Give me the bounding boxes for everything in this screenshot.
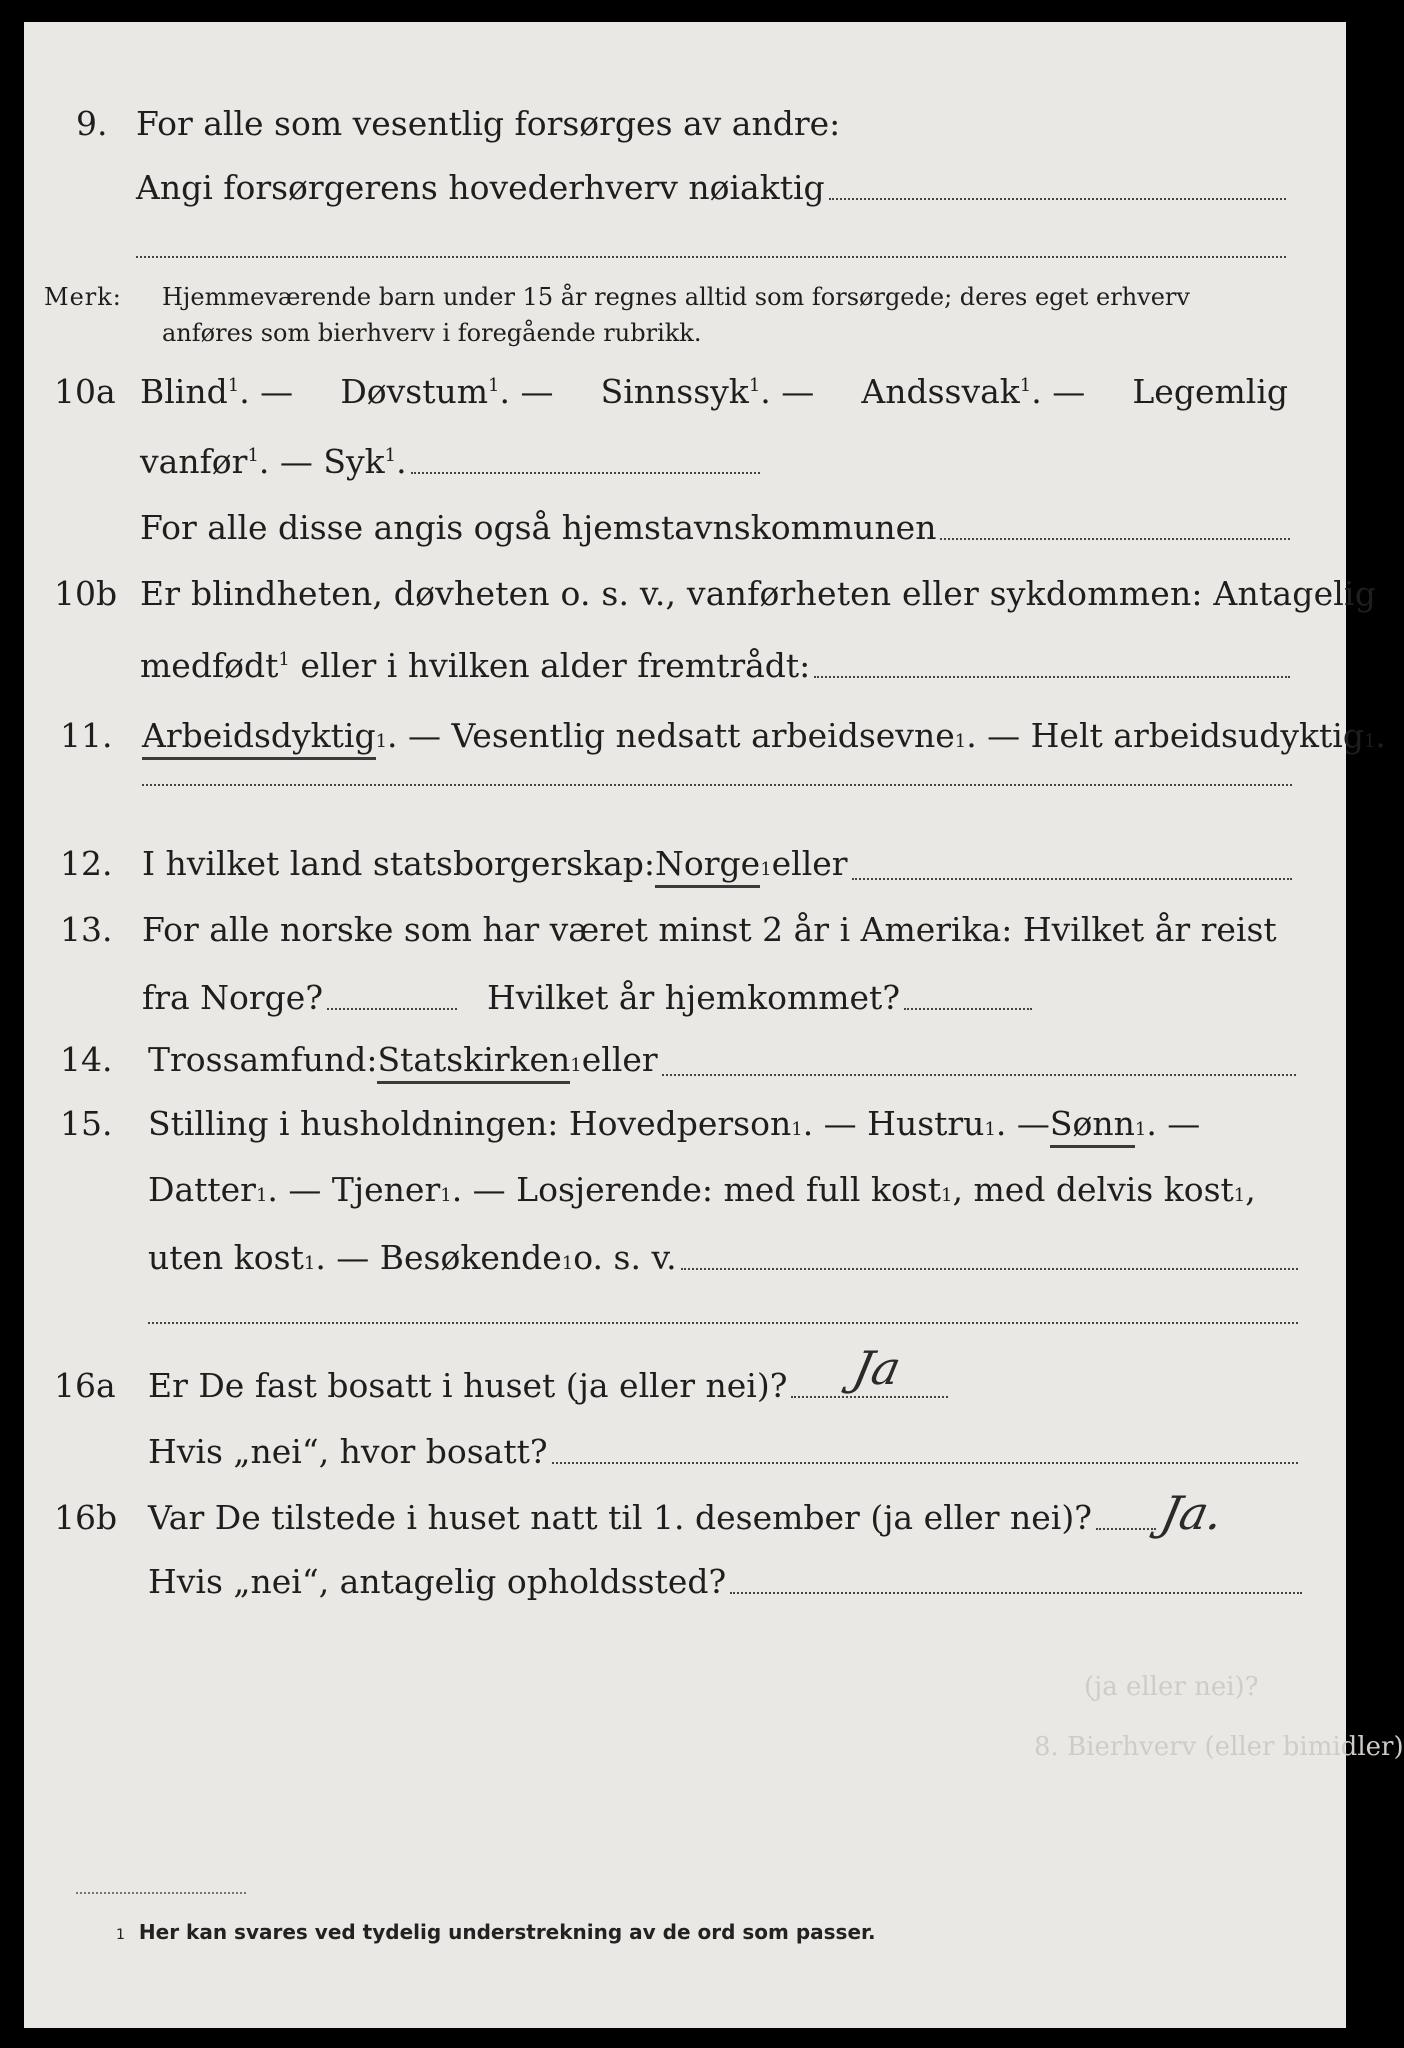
q14-statskirken[interactable]: Statskirken [377, 1040, 570, 1084]
q9-extra-line[interactable] [136, 256, 1286, 258]
q10a-dovstum: Døvstum$^1$. — [340, 372, 554, 411]
q13-text: For alle norske som har været minst 2 år i Amerika: Hvilket år reist [142, 910, 1277, 949]
q15-number: 15. [60, 1104, 113, 1143]
q12-answer-field[interactable] [852, 878, 1292, 880]
q11-extra-line[interactable] [142, 784, 1292, 786]
q16a-line2 [148, 1432, 1298, 1472]
footnote-text: Her kan svares ved tydelig understrekning av de ord som passer. [138, 1920, 876, 1944]
q10a-number: 10a [54, 372, 116, 411]
q16a-line1 [148, 1341, 948, 1406]
q14-label: Trossamfund: [148, 1040, 378, 1079]
q15-tjener: . — Tjener [267, 1170, 441, 1209]
q9-number: 9. [76, 104, 108, 143]
q11-line: Arbeidsdyktig 1 . — Vesentlig nedsatt arbeidsevne 1 . — Helt arbeidsudyktig 1 . [142, 716, 1386, 760]
q9-answer-field[interactable] [829, 198, 1286, 200]
q13-reist-label: fra Norge? [142, 978, 324, 1017]
q15-uten-kost: uten kost [148, 1238, 304, 1277]
q14-eller: eller [581, 1040, 658, 1079]
q11-nedsatt: . — Vesentlig nedsatt arbeidsevne [387, 716, 955, 755]
bleed-through-text: 8. Bierhverv (eller bimidler) [1034, 1732, 1404, 1762]
footnote [116, 1920, 876, 1944]
q16b-line1 [148, 1486, 1229, 1540]
q13-hjemkommet-label: Hvilket år hjemkommet? [487, 978, 901, 1017]
q16a-question: Er De fast bosatt i huset (ja eller nei)? [148, 1366, 788, 1405]
q14-number: 14. [60, 1040, 113, 1079]
q15-line3: uten kost 1 . — Besøkende 1 o. s. v. [148, 1238, 1298, 1278]
q11-arbeidsdyktig[interactable]: Arbeidsdyktig [142, 716, 376, 760]
q10b-answer-field[interactable] [814, 676, 1290, 678]
merk-label: Merk: [44, 283, 122, 311]
q10a-line2 [140, 442, 760, 482]
q10b-number: 10b [54, 574, 118, 613]
q16b-line2 [148, 1562, 1302, 1602]
q15-comma: , [1245, 1170, 1256, 1209]
q12-line: I hvilket land statsborgerskap: Norge 1 eller [142, 844, 1292, 888]
q15-delvis: , med delvis kost [952, 1170, 1234, 1209]
footnote-rule [76, 1892, 246, 1894]
q13-line2 [142, 978, 1032, 1018]
q15-losjerende: . — Losjerende: med full kost [451, 1170, 942, 1209]
q15-extra-line[interactable] [148, 1322, 1298, 1324]
q15-line2: Datter 1 . — Tjener 1 . — Losjerende: med full kost 1 , med delvis kost 1 , [148, 1170, 1256, 1209]
q10a-blind: Blind$^1$. — [140, 372, 294, 411]
q15-line1: Stilling i husholdningen: Hovedperson 1 . — Hustru 1 . — Sønn 1 . — [148, 1104, 1200, 1148]
q11-udyktig: . — Helt arbeidsudyktig [966, 716, 1364, 755]
q14-line: Trossamfund: Statskirken 1 eller [148, 1040, 1296, 1084]
q10b-line1 [140, 574, 1377, 614]
q15-sonn[interactable]: Sønn [1050, 1104, 1135, 1148]
q16a-bosatt-field[interactable] [552, 1462, 1298, 1464]
q16a-answer-field[interactable] [791, 1396, 948, 1398]
q15-osv: o. s. v. [573, 1238, 677, 1277]
q16b-handwritten-answer: Ja. [1156, 1486, 1229, 1540]
q14-answer-field[interactable] [662, 1074, 1296, 1076]
q9-line1 [136, 104, 840, 144]
q16b-question: Var De tilstede i huset natt til 1. desember (ja eller nei)? [148, 1498, 1092, 1537]
q16a-bosatt-label: Hvis „nei“, hvor bosatt? [148, 1432, 548, 1471]
q10a-legemlig: Legemlig [1132, 372, 1288, 411]
q16b-number: 16b [54, 1498, 118, 1537]
q11-number: 11. [60, 716, 113, 755]
q15-hovedperson: Stilling i husholdningen: Hovedperson [148, 1104, 792, 1143]
q15-besokende: . — Besøkende [315, 1238, 562, 1277]
q12-number: 12. [60, 844, 113, 883]
q15-dash: . — [995, 1104, 1050, 1143]
q10a-hjemstavn-field[interactable] [940, 538, 1290, 540]
q10a-vanfor: vanfør$^1$. — Syk$^1$. [140, 442, 407, 481]
q10a-sinnssyk: Sinnssyk$^1$. — [600, 372, 815, 411]
q9-text: For alle som vesentlig forsørges av andre: [136, 104, 841, 143]
q10a-line1 [140, 372, 1288, 412]
q16a-number: 16a [54, 1366, 116, 1405]
q10b-medfodt: medfødt$^1$ eller i hvilken alder fremtrådt: [140, 646, 811, 685]
q16b-answer-field[interactable] [1096, 1528, 1156, 1530]
q13-reist-field[interactable] [327, 1008, 457, 1010]
q10b-text: Er blindheten, døvheten o. s. v., vanførheten eller sykdommen: Antagelig [140, 574, 1377, 613]
q12-label: I hvilket land statsborgerskap: [142, 844, 656, 883]
merk-line2: anføres som bierhverv i foregående rubrikk. [162, 319, 702, 347]
census-form-page [24, 22, 1404, 2028]
bleed-through-text: (ja eller nei)? [1084, 1672, 1259, 1702]
q16b-opholdssted-field[interactable] [730, 1592, 1302, 1594]
q16a-handwritten-answer: Ja [848, 1341, 906, 1395]
q16b-opholdssted-label: Hvis „nei“, antagelig opholdssted? [148, 1562, 727, 1601]
q12-eller: eller [771, 844, 848, 883]
q10a-andssvak: Andssvak$^1$. — [861, 372, 1086, 411]
q11-dot: . [1375, 716, 1386, 755]
q10a-syk-field[interactable] [411, 472, 760, 474]
q15-datter: Datter [148, 1170, 256, 1209]
merk-line1: Hjemmeværende barn under 15 år regnes alltid som forsørgede; deres eget erhverv [162, 283, 1190, 311]
q10a-hjemstavn-label: For alle disse angis også hjemstavnskommunen [140, 508, 937, 547]
q15-answer-field[interactable] [681, 1268, 1298, 1270]
q13-hjemkommet-field[interactable] [904, 1008, 1032, 1010]
q15-hustru: . — Hustru [802, 1104, 985, 1143]
q15-dash2: . — [1146, 1104, 1201, 1143]
q10a-line3 [140, 508, 1290, 548]
q13-number: 13. [60, 910, 113, 949]
footnote-mark: 1 [116, 1927, 125, 1943]
q9-question: Angi forsørgerens hovederhverv nøiaktig [136, 168, 825, 207]
q9-line2 [136, 168, 1286, 208]
q10b-line2 [140, 646, 1290, 686]
q13-line1 [142, 910, 1277, 950]
q12-norge[interactable]: Norge [655, 844, 760, 888]
